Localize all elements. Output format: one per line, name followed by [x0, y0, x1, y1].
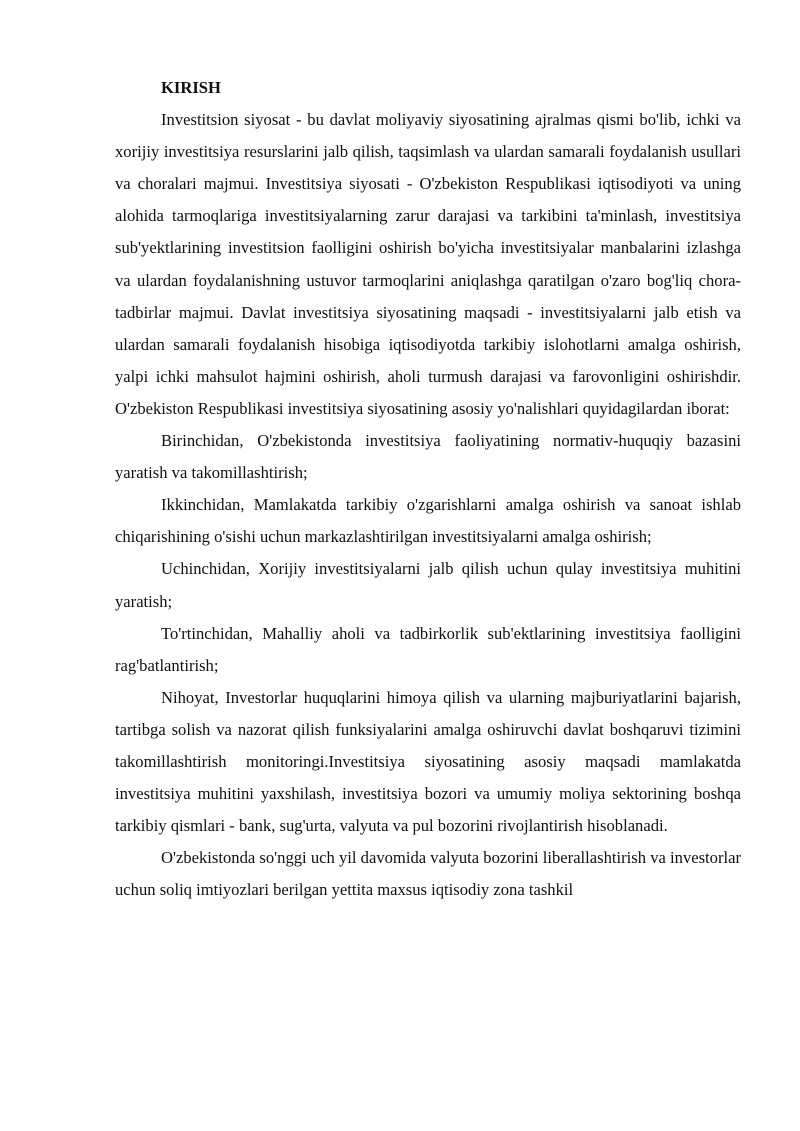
paragraph-intro: Investitsion siyosat - bu davlat moliyaviy siyosatining ajralmas qismi bo'lib, ichki va xorijiy investitsiya resurslarini jalb qilish, taqsimlash va ulardan samarali foydalanish usullari va choralari majmui. Investitsiya siyosati - O'zbekiston Respublikasi iqtisodiyoti va uning alohida tarmoqlariga investitsiyalarning zarur darajasi va tarkibini ta'minlash, investitsiya sub'yektlarining investitsion faolligini oshirish bo'yicha investitsiyalar manbalarini izlashga va ulardan foydalanishning ustuvor tarmoqlarini aniqlashga qaratilgan o'zaro bog'liq chora-tadbirlar majmui. Davlat investitsiya siyosatining maqsadi - investitsiyalarni jalb etish va ulardan samarali foydalanish hisobiga iqtisodiyotda tarkibiy islohotlarni amalga oshirish, yalpi ichki mahsulot hajmini oshirish, aholi turmush darajasi va farovonligini oshirishdir. O'zbekiston Respublikasi investitsiya siyosatining asosiy yo'nalishlari quyidagilardan iborat:: [115, 110, 741, 418]
section-heading: KIRISH: [161, 78, 221, 97]
paragraph-finally: Nihoyat, Investorlar huquqlarini himoya qilish va ularning majburiyatlarini bajarish, tartibga solish va nazorat qilish funksiyalarini amalga oshiruvchi davlat boshqaruvi tizimini takomillashtirish monitoringi.Investitsiya siyosatining asosiy maqsadi mamlakatda investitsiya muhitini yaxshilash, investitsiya bozori va umumiy moliya sektorining boshqa tarkibiy qismlari - bank, sug'urta, valyuta va pul bozorini rivojlantirish hisoblanadi.: [115, 687, 741, 836]
paragraph-second-direction: Ikkinchidan, Mamlakatda tarkibiy o'zgarishlarni amalga oshirish va sanoat ishlab chiqarishining o'sishi uchun markazlashtirilgan investitsiyalarni amalga oshirish;: [115, 495, 741, 547]
paragraph-third-direction: Uchinchidan, Xorijiy investitsiyalarni jalb qilish uchun qulay investitsiya muhitini yaratish;: [115, 559, 741, 611]
document-page: [115, 72, 741, 906]
paragraph-last: O'zbekistonda so'nggi uch yil davomida valyuta bozorini liberallashtirish va investorlar uchun soliq imtiyozlari berilgan yettita maxsus iqtisodiy zona tashkil: [115, 848, 741, 900]
paragraph-first-direction: Birinchidan, O'zbekistonda investitsiya faoliyatining normativ-huquqiy bazasini yaratish va takomillashtirish;: [115, 431, 741, 483]
paragraph-fourth-direction: To'rtinchidan, Mahalliy aholi va tadbirkorlik sub'ektlarining investitsiya faolligini rag'batlantirish;: [115, 623, 741, 675]
